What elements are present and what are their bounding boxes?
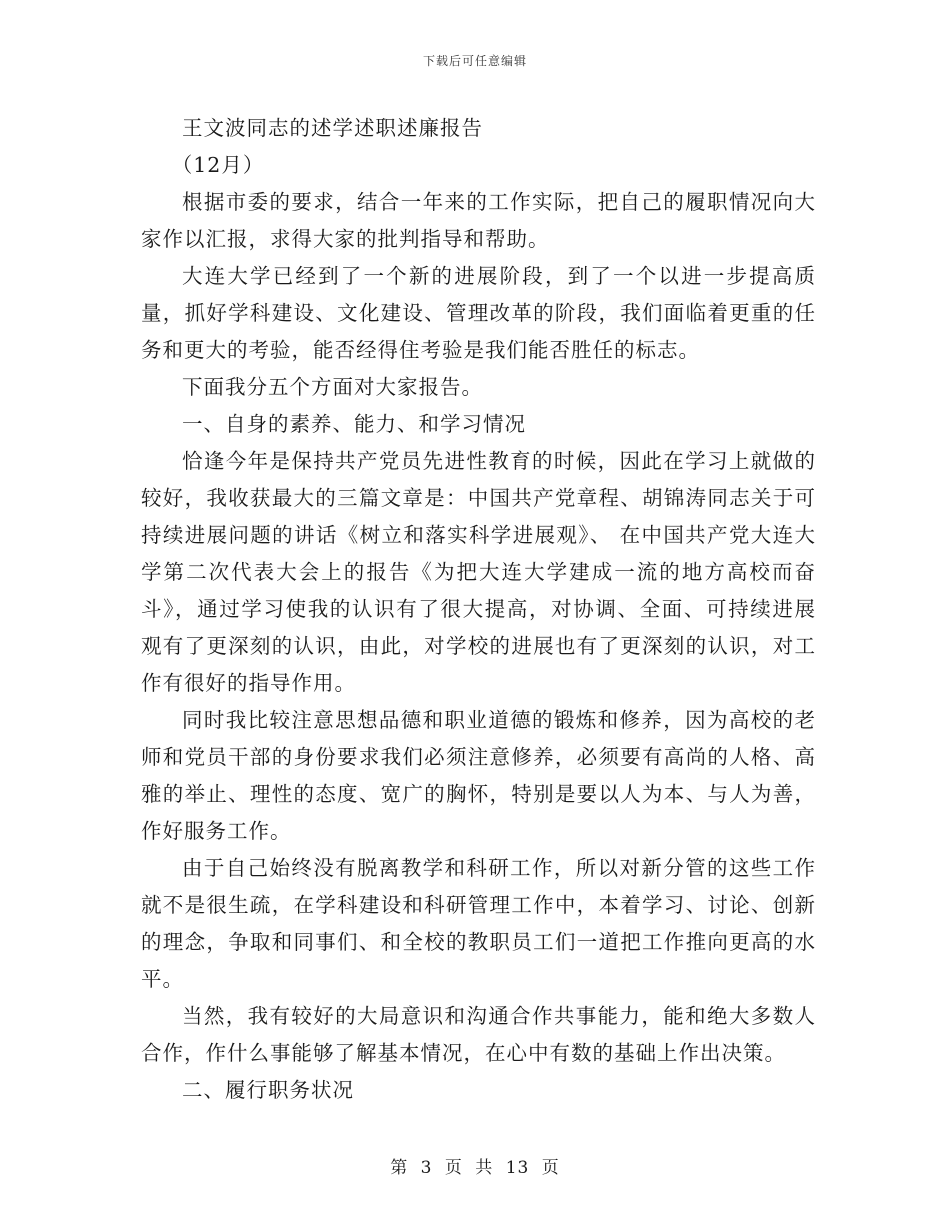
- paragraph: 恰逢今年是保持共产党员先进性教育的时候，因此在学习上就做的较好，我收获最大的三篇文章是：中国共产党章程、胡锦涛同志关于可持续进展问题的讲话《树立和落实科学进展观》、 在中国共产党大连大学第二次代表大会上的报告《为把大连大学建成一流的地方高校而奋斗》，通过学习使我的认识有了很大提高，对协调、全面、可持续进展观有了更深刻的认识，由此，对学校的进展也有了更深刻的认识，对工作有很好的指导作用。: [141, 449, 816, 695]
- paragraph: 同时我比较注意思想品德和职业道德的锻炼和修养，因为高校的老师和党员干部的身份要求我们必须注意修养，必须要有高尚的人格、高雅的举止、理性的态度、宽广的胸怀，特别是要以人为本、与人为善，作好服务工作。: [141, 708, 816, 843]
- paragraph: 由于自己始终没有脱离教学和科研工作，所以对新分管的这些工作就不是很生疏，在学科建设和科研管理工作中，本着学习、讨论、创新的理念，争取和同事们、和全校的教职员工们一道把工作推向更高的水平。: [141, 856, 816, 991]
- section-heading: 一、自身的素养、能力、和学习情况: [182, 412, 526, 436]
- paragraph: 根据市委的要求，结合一年来的工作实际，把自己的履职情况向大家作以汇报，求得大家的批判指导和帮助。: [141, 190, 816, 251]
- document-title: 王文波同志的述学述职述廉报告: [182, 116, 483, 140]
- page-header-note: 下载后可任意编辑: [422, 54, 527, 68]
- page-footer-number: 第 3 页 共 13 页: [390, 1158, 560, 1178]
- section-heading: 二、履行职务状况: [182, 1078, 354, 1102]
- document-date: （12月）: [171, 153, 265, 177]
- paragraph: 大连大学已经到了一个新的进展阶段，到了一个以进一步提高质量，抓好学科建设、文化建设、管理改革的阶段，我们面临着更重的任务和更大的考验，能否经得住考验是我们能否胜任的标志。: [141, 264, 816, 362]
- paragraph: 下面我分五个方面对大家报告。: [182, 375, 483, 399]
- paragraph: 当然，我有较好的大局意识和沟通合作共事能力，能和绝大多数人合作，作什么事能够了解基本情况，在心中有数的基础上作出决策。: [141, 1004, 816, 1065]
- document-body: [141, 110, 816, 1109]
